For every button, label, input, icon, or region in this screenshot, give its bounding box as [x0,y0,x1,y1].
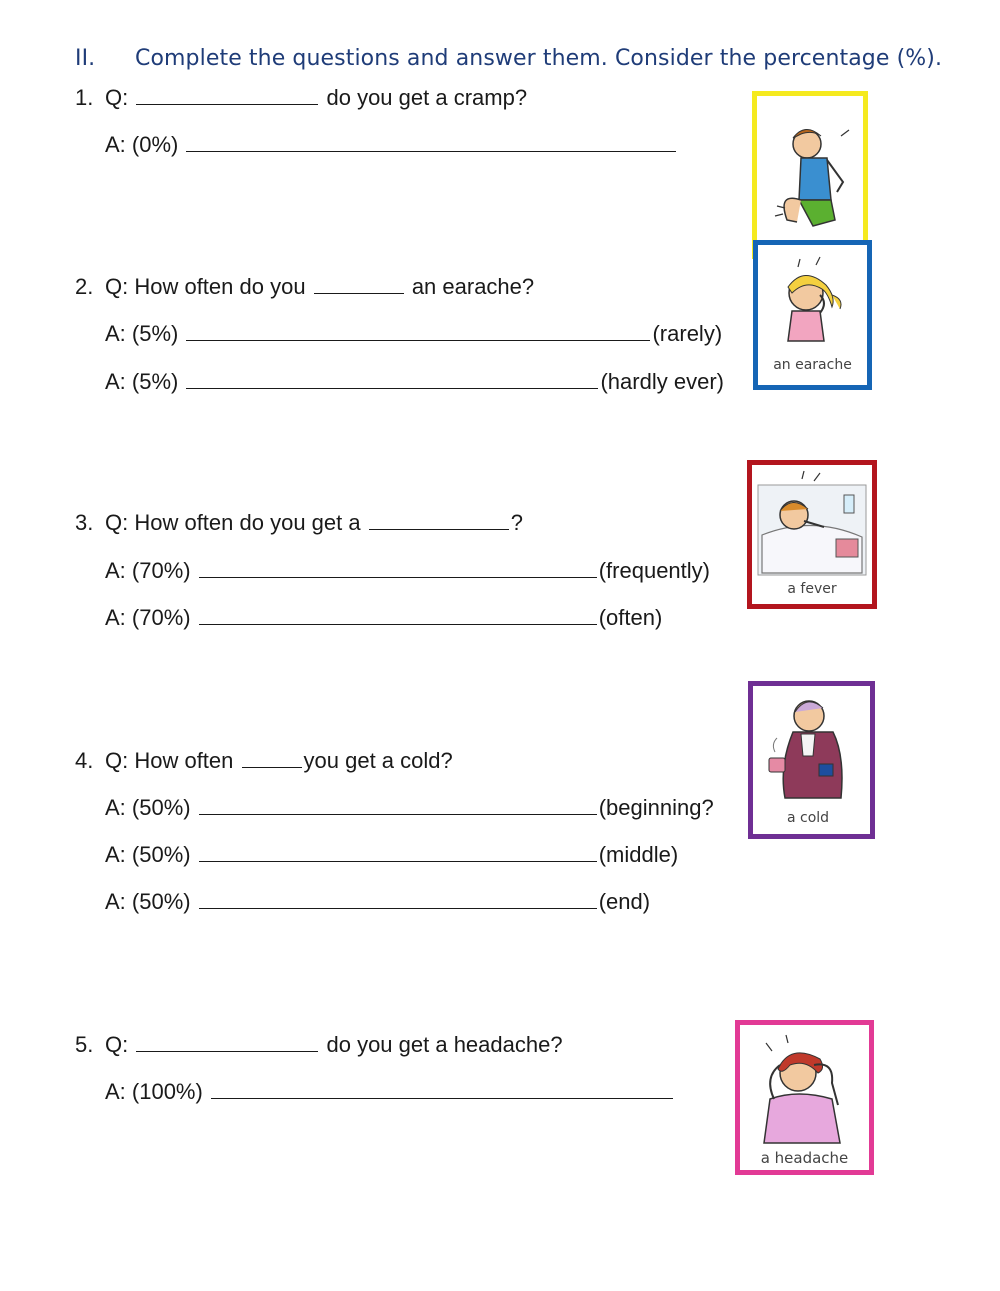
question-3 [75,509,523,537]
earache-illustration [758,245,867,360]
question-text-start: Q: [105,85,129,110]
question-text-end: do you get a cramp? [326,85,528,110]
section-heading [75,46,942,71]
answer-label: A: (50%) [105,795,191,820]
blank-question-4[interactable] [242,747,302,768]
cold-illustration [753,686,870,804]
question-number: 5. [75,1032,94,1057]
fever-caption: a fever [787,581,837,597]
question-text-start: Q: [105,1032,129,1057]
question-text-end: do you get a headache? [326,1032,563,1057]
answer-3a [105,557,710,585]
question-text-start: Q: How often do you get a [105,510,361,535]
answer-label: A: (50%) [105,889,191,914]
answer-label: A: (5%) [105,321,179,346]
cramp-card [752,91,868,259]
answer-4b [105,841,678,869]
question-number: 4. [75,748,94,773]
question-number: 1. [75,85,94,110]
section-instruction: Complete the questions and answer them. Consider the percentage (%). [135,46,943,71]
earache-caption: an earache [773,357,852,373]
question-number: 2. [75,274,94,299]
question-1 [75,84,527,112]
answer-1 [105,131,678,159]
headache-illustration [740,1025,869,1150]
answer-hint: (end) [598,889,651,914]
answer-label: A: (50%) [105,842,191,867]
question-text-end: an earache? [411,274,535,299]
question-2 [75,273,534,301]
answer-blank[interactable] [186,131,676,152]
blank-question-5[interactable] [136,1031,318,1052]
answer-4a [105,794,714,822]
section-number: II. [75,46,96,71]
fever-card [747,460,877,609]
answer-label: A: (70%) [105,558,191,583]
answer-hint: (rarely) [652,321,723,346]
answer-hint: (beginning? [598,795,714,820]
answer-hint: (middle) [598,842,679,867]
answer-label: A: (5%) [105,369,179,394]
answer-hint: (hardly ever) [600,369,724,394]
earache-card [753,240,872,390]
cold-caption: a cold [787,810,830,826]
blank-question-1[interactable] [136,84,318,105]
answer-4c [105,888,650,916]
headache-card [735,1020,874,1175]
question-4 [75,747,453,775]
answer-blank[interactable] [199,557,597,578]
answer-label: A: (70%) [105,605,191,630]
question-text-end: ? [510,510,523,535]
answer-hint: (often) [598,605,663,630]
answer-blank[interactable] [199,841,597,862]
answer-5 [105,1078,675,1106]
question-5 [75,1031,563,1059]
question-text-start: Q: How often [105,748,234,773]
question-number: 3. [75,510,94,535]
answer-blank[interactable] [199,794,597,815]
question-text-start: Q: How often do you [105,274,306,299]
cramp-illustration [757,96,863,254]
answer-label: A: (0%) [105,132,179,157]
fever-illustration [752,465,872,580]
answer-2b [105,368,724,396]
answer-blank[interactable] [211,1078,673,1099]
answer-blank[interactable] [186,320,650,341]
answer-blank[interactable] [186,368,598,389]
answer-blank[interactable] [199,888,597,909]
cold-card [748,681,875,839]
question-text-end: you get a cold? [303,748,453,773]
answer-blank[interactable] [199,604,597,625]
blank-question-2[interactable] [314,273,404,294]
blank-question-3[interactable] [369,509,509,530]
answer-2a [105,320,722,348]
headache-caption: a headache [760,1149,849,1167]
answer-label: A: (100%) [105,1079,203,1104]
answer-3b [105,604,662,632]
answer-hint: (frequently) [598,558,710,583]
